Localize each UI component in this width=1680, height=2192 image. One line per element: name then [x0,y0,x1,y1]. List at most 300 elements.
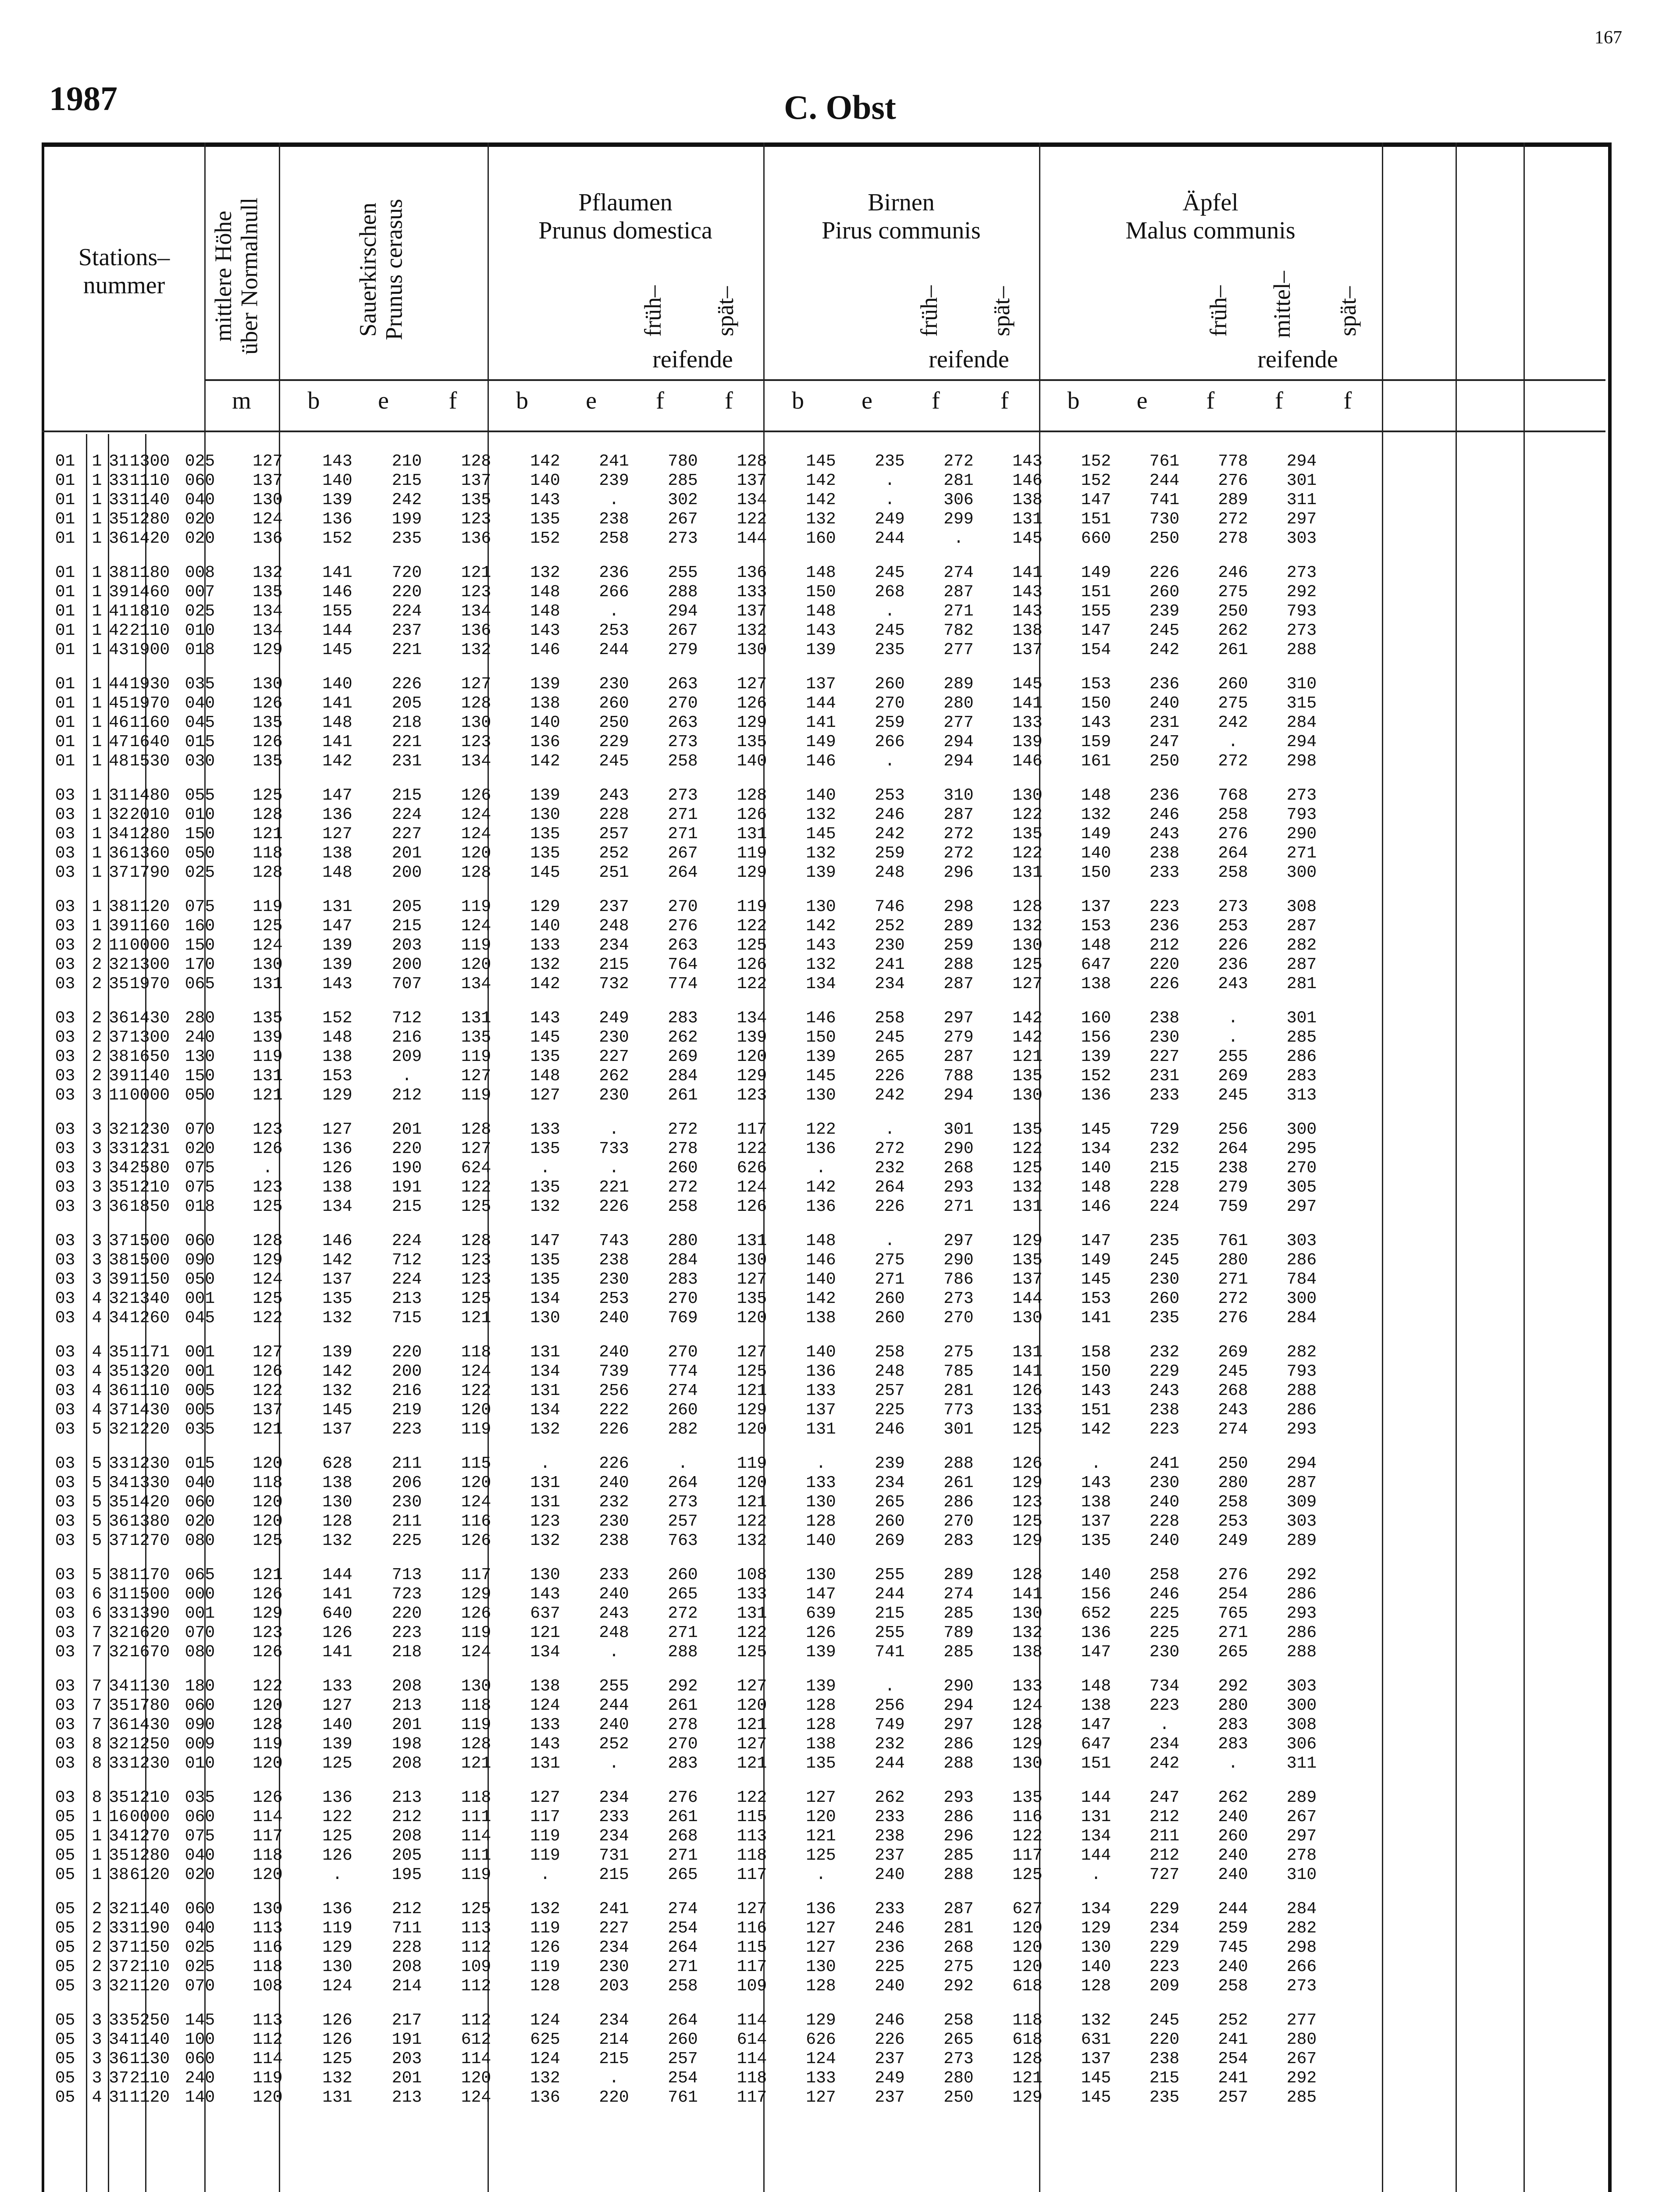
table-cell: 128 [1081,1976,1111,1996]
table-cell: 292 [943,1976,974,1996]
row-group [44,1676,1336,1773]
table-cell: 35 [109,1492,129,1512]
table-cell: 117 [253,1826,283,1846]
table-cell: 122 [737,974,767,993]
table-cell: 137 [253,471,283,490]
table-cell: 191 [392,1178,422,1197]
table-cell: 190 [392,1158,422,1178]
table-cell: 131 [322,2088,352,2107]
table-cell: 272 [1218,751,1248,771]
table-row [44,1308,1336,1327]
table-cell: 139 [806,640,836,659]
table-cell: 279 [668,640,698,659]
table-cell: 125 [1012,955,1043,974]
table-cell: 128 [806,1696,836,1715]
table-cell: 127 [322,1120,352,1139]
table-cell: 040 [185,490,215,509]
table-cell: 141 [1012,1584,1043,1604]
table-cell: 130 [253,1899,283,1918]
table-cell: 287 [943,974,974,993]
table-cell: . [885,1120,895,1139]
table-cell: 246 [1149,805,1180,824]
table-cell: 119 [253,1734,283,1754]
table-cell: 223 [1149,1420,1180,1439]
table-row [44,1197,1336,1216]
table-cell: 255 [875,1565,905,1584]
table-cell: 109 [461,1957,491,1976]
table-cell: 218 [392,1642,422,1662]
table-cell: 34 [109,1473,129,1492]
table-row [44,1715,1336,1734]
table-cell: 11 [109,1085,129,1105]
table-cell: 295 [1286,1139,1317,1158]
table-cell: 286 [1286,1047,1317,1066]
table-cell: 122 [461,1178,491,1197]
table-cell: 297 [1286,1197,1317,1216]
table-cell: 03 [55,1492,75,1512]
table-cell: 01 [55,471,75,490]
table-cell: 3 [92,1250,102,1270]
table-cell: 243 [1218,974,1248,993]
table-cell: 299 [943,509,974,529]
table-cell: 730 [1149,509,1180,529]
table-cell: 142 [806,471,836,490]
table-cell: 37 [109,1957,129,1976]
table-cell: 120 [737,1420,767,1439]
table-cell: 244 [599,1696,629,1715]
table-cell: 015 [185,732,215,751]
table-cell: . [609,1642,619,1662]
table-cell: 005 [185,1381,215,1400]
table-cell: 128 [806,1512,836,1531]
table-cell: 137 [737,471,767,490]
table-cell: 145 [1081,2068,1111,2088]
table-cell: 4 [92,2088,102,2107]
table-cell: 121 [253,1085,283,1105]
table-cell: 125 [322,1826,352,1846]
table-cell: 1900 [130,640,170,659]
table-cell: 05 [55,1938,75,1957]
table-cell: 1130 [130,1676,170,1696]
table-cell: 265 [875,1047,905,1066]
table-cell: 130 [737,1250,767,1270]
table-cell: 153 [322,1066,352,1085]
table-cell: 130 [253,674,283,694]
table-cell: 1500 [130,1584,170,1604]
table-cell: 294 [668,601,698,621]
table-cell: 1420 [130,1492,170,1512]
table-cell: 137 [1081,897,1111,916]
table-cell: 143 [806,936,836,955]
table-cell: 130 [530,1565,560,1584]
table-cell: 33 [109,1139,129,1158]
table-row [44,1676,1336,1696]
table-cell: 211 [392,1454,422,1473]
table-cell: 236 [599,563,629,582]
table-cell: 128 [253,805,283,824]
table-cell: 274 [943,563,974,582]
table-cell: 4 [92,1400,102,1420]
table-cell: 273 [943,2049,974,2068]
table-cell: 618 [1012,2030,1043,2049]
table-cell: 282 [668,1420,698,1439]
table-cell: . [885,490,895,509]
table-cell: 1230 [130,1454,170,1473]
table-cell: 117 [530,1807,560,1826]
table-cell: 788 [943,1066,974,1085]
table-cell: 271 [943,601,974,621]
table-cell: 1120 [130,897,170,916]
table-row [44,694,1336,713]
table-cell: 1190 [130,1918,170,1938]
table-cell: 125 [737,936,767,955]
table-cell: 01 [55,713,75,732]
table-cell: 637 [530,1604,560,1623]
table-cell: 271 [668,824,698,843]
table-cell: 148 [1081,786,1111,805]
table-cell: 128 [1012,1565,1043,1584]
table-cell: 113 [737,1826,767,1846]
table-cell: 280 [1286,2030,1317,2049]
table-cell: . [263,1158,273,1178]
table-cell: 1170 [130,1565,170,1584]
table-cell: 242 [1149,640,1180,659]
table-cell: 01 [55,563,75,582]
table-cell: 260 [1218,1826,1248,1846]
table-cell: 241 [599,452,629,471]
table-cell: 262 [668,1028,698,1047]
table-cell: 289 [1286,1531,1317,1550]
table-cell: 734 [1149,1676,1180,1696]
table-cell: 212 [392,1899,422,1918]
table-cell: 761 [1149,452,1180,471]
table-cell: 240 [1218,1807,1248,1826]
table-cell: 250 [599,713,629,732]
table-cell: 126 [530,1938,560,1957]
table-cell: 303 [1286,1231,1317,1250]
table-row [44,1754,1336,1773]
table-cell: 136 [737,563,767,582]
table-cell: 240 [185,1028,215,1047]
table-cell: 144 [806,694,836,713]
table-cell: 213 [392,1788,422,1807]
table-cell: 142 [530,751,560,771]
table-row [44,1623,1336,1642]
table-cell: 252 [875,916,905,936]
table-cell: 135 [530,1250,560,1270]
table-cell: 1620 [130,1623,170,1642]
table-cell: 280 [1218,1250,1248,1270]
table-cell: 1 [92,732,102,751]
table-cell: . [1228,1008,1238,1028]
table-cell: 35 [109,974,129,993]
table-cell: 131 [737,1231,767,1250]
table-cell: 01 [55,529,75,548]
table-cell: 200 [392,863,422,882]
table-cell: 793 [1286,805,1317,824]
table-cell: 238 [599,1250,629,1270]
table-cell: 122 [1012,1826,1043,1846]
table-cell: 134 [806,974,836,993]
table-cell: 149 [1081,1250,1111,1270]
table-cell: 784 [1286,1270,1317,1289]
table-cell: 120 [253,2088,283,2107]
table-cell: 230 [1149,1270,1180,1289]
table-cell: 132 [530,1531,560,1550]
table-cell: 1 [92,674,102,694]
table-cell: 274 [1218,1420,1248,1439]
table-cell: 7 [92,1623,102,1642]
table-row [44,751,1336,771]
table-cell: 33 [109,490,129,509]
table-cell: 254 [1218,2049,1248,2068]
table-cell: 1280 [130,824,170,843]
table-cell: 198 [392,1734,422,1754]
table-cell: 160 [1081,1008,1111,1028]
table-cell: 283 [1218,1715,1248,1734]
table-cell: 4 [92,1342,102,1362]
table-cell: 789 [943,1623,974,1642]
table-cell: 120 [253,1865,283,1884]
table-cell: 275 [1218,582,1248,601]
table-cell: 3 [92,1976,102,1996]
table-cell: 131 [1012,1342,1043,1362]
table-cell: 229 [1149,1899,1180,1918]
table-cell: 293 [943,1788,974,1807]
table-cell: 244 [875,1584,905,1604]
table-cell: 2 [92,1008,102,1028]
table-cell: 253 [599,621,629,640]
table-cell: 135 [737,1289,767,1308]
table-cell: 294 [1286,452,1317,471]
table-cell: 124 [806,2049,836,2068]
table-cell: 214 [392,1976,422,1996]
table-cell: 260 [1149,582,1180,601]
table-cell: 283 [668,1008,698,1028]
table-cell: 213 [392,1696,422,1715]
table-cell: 266 [1286,1957,1317,1976]
row-group [44,1120,1336,1216]
table-cell: 242 [392,490,422,509]
table-cell: 140 [1081,1565,1111,1584]
table-cell: 03 [55,1715,75,1734]
table-cell: 140 [322,471,352,490]
table-cell: 237 [599,897,629,916]
table-cell: 1 [92,452,102,471]
table-cell: 290 [1286,824,1317,843]
table-cell: 128 [737,786,767,805]
table-cell: 138 [1081,1696,1111,1715]
table-cell: 1270 [130,1531,170,1550]
table-cell: 150 [806,1028,836,1047]
table-cell: 215 [875,1604,905,1623]
table-cell: 018 [185,640,215,659]
table-cell: 265 [668,1584,698,1604]
table-cell: 652 [1081,1604,1111,1623]
table-cell: . [402,1066,412,1085]
table-cell: 225 [392,1531,422,1550]
table-cell: 130 [806,1565,836,1584]
table-cell: 261 [668,1696,698,1715]
table-cell: 290 [943,1676,974,1696]
table-cell: 03 [55,1565,75,1584]
table-cell: 5 [92,1531,102,1550]
table-cell: 129 [737,863,767,882]
table-cell: 143 [1081,1381,1111,1400]
table-cell: 37 [109,1531,129,1550]
table-cell: 120 [737,1308,767,1327]
table-cell: 224 [392,1231,422,1250]
table-cell: 278 [1286,1846,1317,1865]
table-cell: 03 [55,1788,75,1807]
table-cell: 01 [55,751,75,771]
table-cell: 237 [875,2088,905,2107]
table-cell: 01 [55,640,75,659]
table-cell: 258 [943,2011,974,2030]
table-cell: 124 [322,1976,352,1996]
table-cell: 1 [92,640,102,659]
table-cell: 306 [1286,1734,1317,1754]
table-cell: 33 [109,1604,129,1623]
table-cell: 298 [1286,751,1317,771]
table-cell: 294 [1286,732,1317,751]
table-row [44,974,1336,993]
table-cell: 03 [55,1158,75,1178]
table-cell: 769 [668,1308,698,1327]
table-cell: 025 [185,1957,215,1976]
table-cell: 34 [109,1308,129,1327]
table-cell: . [609,2068,619,2088]
table-cell: 236 [1218,955,1248,974]
table-cell: 227 [599,1047,629,1066]
table-cell: 219 [392,1400,422,1420]
table-cell: 136 [461,621,491,640]
table-cell: 216 [392,1028,422,1047]
table-cell: 313 [1286,1085,1317,1105]
table-cell: 272 [943,824,974,843]
table-cell: 258 [875,1008,905,1028]
table-cell: 267 [668,621,698,640]
header-divider [204,379,1605,381]
table-cell: 287 [1286,1473,1317,1492]
table-cell: 138 [530,694,560,713]
table-cell: 127 [253,1342,283,1362]
table-cell: 155 [322,601,352,621]
table-cell: 05 [55,1976,75,1996]
table-cell: 33 [109,1754,129,1773]
table-cell: 132 [806,843,836,863]
table-cell: 117 [737,1865,767,1884]
table-cell: 03 [55,1231,75,1250]
table-cell: 248 [599,916,629,936]
table-cell: 37 [109,2068,129,2088]
table-cell: 309 [1286,1492,1317,1512]
table-cell: 242 [875,1085,905,1105]
table-cell: 008 [185,563,215,582]
table-cell: 33 [109,2011,129,2030]
table-cell: 142 [322,751,352,771]
table-row [44,1734,1336,1754]
table-cell: 226 [875,1066,905,1085]
table-cell: 242 [875,824,905,843]
table-cell: 301 [1286,1008,1317,1028]
table-cell: 285 [943,1846,974,1865]
table-cell: 129 [1081,1918,1111,1938]
table-cell: 126 [737,955,767,974]
table-cell: 215 [599,955,629,974]
table-row [44,563,1336,582]
table-cell: 245 [875,1028,905,1047]
table-cell: 780 [668,452,698,471]
table-cell: 142 [322,1250,352,1270]
table-cell: 258 [668,1976,698,1996]
table-cell: 1 [92,621,102,640]
table-cell: 127 [737,1734,767,1754]
table-cell: 130 [530,1308,560,1327]
table-cell: 7 [92,1676,102,1696]
table-cell: 142 [806,916,836,936]
table-cell: 1150 [130,1938,170,1957]
table-cell: . [1228,732,1238,751]
table-cell: 119 [253,2068,283,2088]
table-cell: 243 [1218,1400,1248,1420]
table-cell: 232 [599,1492,629,1512]
table-cell: 142 [806,1178,836,1197]
table-cell: 126 [737,694,767,713]
table-row [44,1918,1336,1938]
table-cell: 130 [461,1676,491,1696]
table-cell: 1500 [130,1250,170,1270]
table-cell: 275 [1218,694,1248,713]
table-cell: 03 [55,1197,75,1216]
table-cell: 03 [55,843,75,863]
table-cell: 151 [1081,1400,1111,1420]
table-cell: 025 [185,452,215,471]
table-cell: 731 [599,1846,629,1865]
table-cell: 287 [943,805,974,824]
table-cell: 140 [806,786,836,805]
table-cell: 122 [737,1139,767,1158]
table-cell: 03 [55,1754,75,1773]
table-cell: 264 [668,863,698,882]
table-cell: 119 [461,897,491,916]
row-group [44,2011,1336,2107]
table-cell: 218 [392,713,422,732]
table-cell: 130 [737,640,767,659]
table-cell: 262 [875,1788,905,1807]
table-cell: 311 [1286,1754,1317,1773]
table-cell: 221 [599,1178,629,1197]
table-cell: 38 [109,1565,129,1584]
table-cell: 230 [1149,1028,1180,1047]
table-row [44,1066,1336,1085]
table-cell: 135 [253,751,283,771]
table-cell: 03 [55,1250,75,1270]
table-cell: 1480 [130,786,170,805]
table-cell: 141 [322,1584,352,1604]
table-cell: 151 [1081,509,1111,529]
table-cell: 782 [943,621,974,640]
table-cell: 143 [1081,713,1111,732]
table-cell: 240 [599,1584,629,1604]
table-cell: 135 [253,713,283,732]
table-cell: 271 [668,1846,698,1865]
table-cell: 238 [1149,843,1180,863]
table-cell: 151 [1081,582,1111,601]
table-cell: 132 [530,1899,560,1918]
table-cell: 1140 [130,1899,170,1918]
table-cell: 265 [875,1492,905,1512]
